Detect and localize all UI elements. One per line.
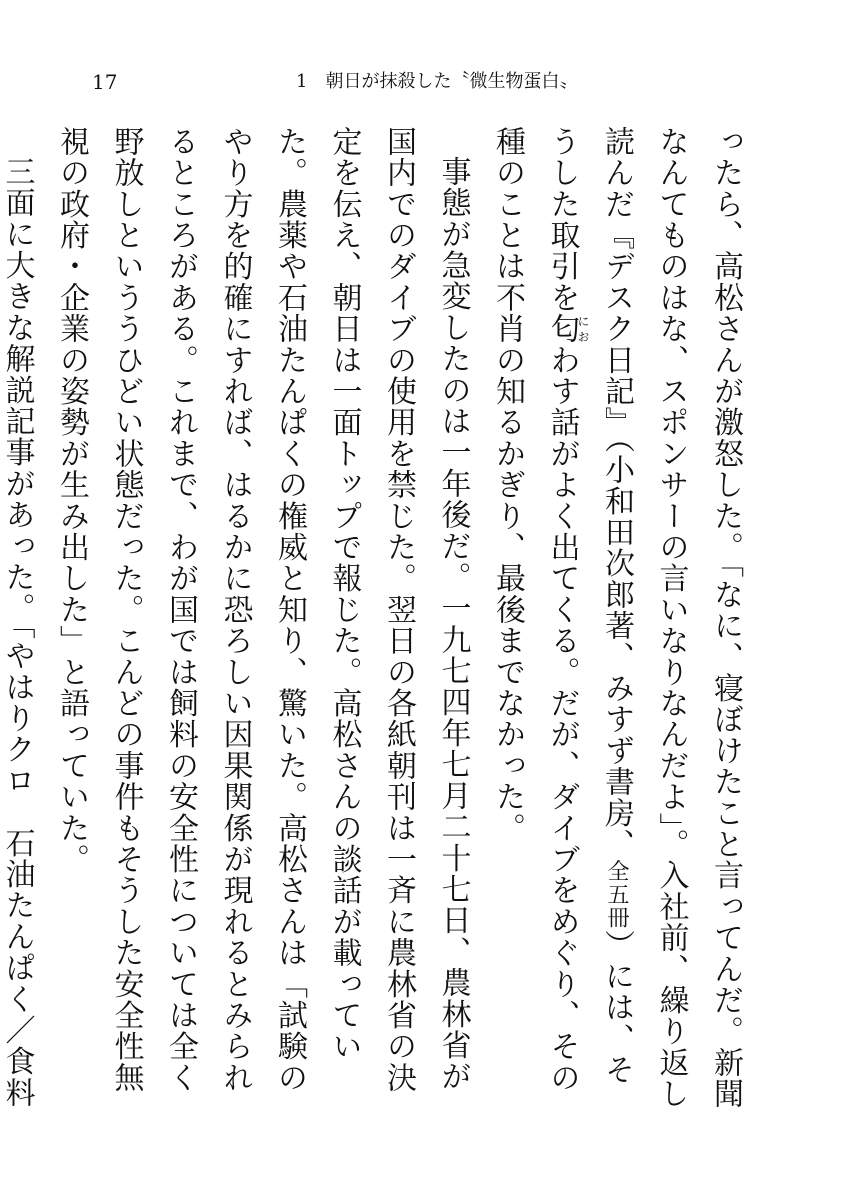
paragraph-1: [480, 126, 753, 1116]
body-text: [0, 126, 752, 1116]
ruby-reading: にお: [576, 313, 590, 345]
chapter-title: 朝日が抹殺した〝微生物蛋白〟: [325, 71, 578, 92]
paragraph-3-text-a: 三面に大きな解説記事があった。「やはりクロ 石油たんぱく／食料: [0, 156, 35, 1109]
inline-small-note: 全五冊: [604, 859, 629, 930]
paragraph-3: [0, 126, 44, 1116]
ruby-nio: [544, 313, 590, 345]
ruby-base: 匂: [544, 313, 580, 345]
page-number: 17: [92, 70, 118, 94]
paragraph-1-text-c: わす話がよく出てくる。だが、ダイブをめぐり、その種のことは不肖の知るかぎり、最後までなかった。: [490, 126, 580, 1094]
paragraph-2: 事態が急変したのは一年後だ。一九七四年七月二十七日、農林省が国内でのダイブの使用を禁じた。翌日の各紙朝刊は一斉に農林省の決定を伝え、朝日は一面トップで報じた。高松さんの談話が載っていた。農薬や石油たんぱくの権威と知り、驚いた。高松さんは「試験のやり方を的確にすれば、はるかに恐ろしい因果関係が現れるとみられるところがある。これまで、わが国では飼料の安全性については全く野放しといううひどい状態だった。こんどの事件もそうした安全性無視の政府・企業の姿勢が生み出した」と語っていた。: [54, 126, 471, 1094]
paragraph-1-text-b: ）には、そうした取引を: [544, 126, 634, 1086]
chapter-number: 1: [296, 71, 308, 92]
running-head: [296, 70, 577, 94]
paragraph-1-text-a: ったら、高松さんが激怒した。「なに、寝ぼけたこと言ってんだ。新聞なんてものはな、スポンサーの言いなりなんだよ」。入社前、繰り返し読んだ『デスク日記』（小和田次郎著、みすず書房、: [599, 126, 743, 1110]
